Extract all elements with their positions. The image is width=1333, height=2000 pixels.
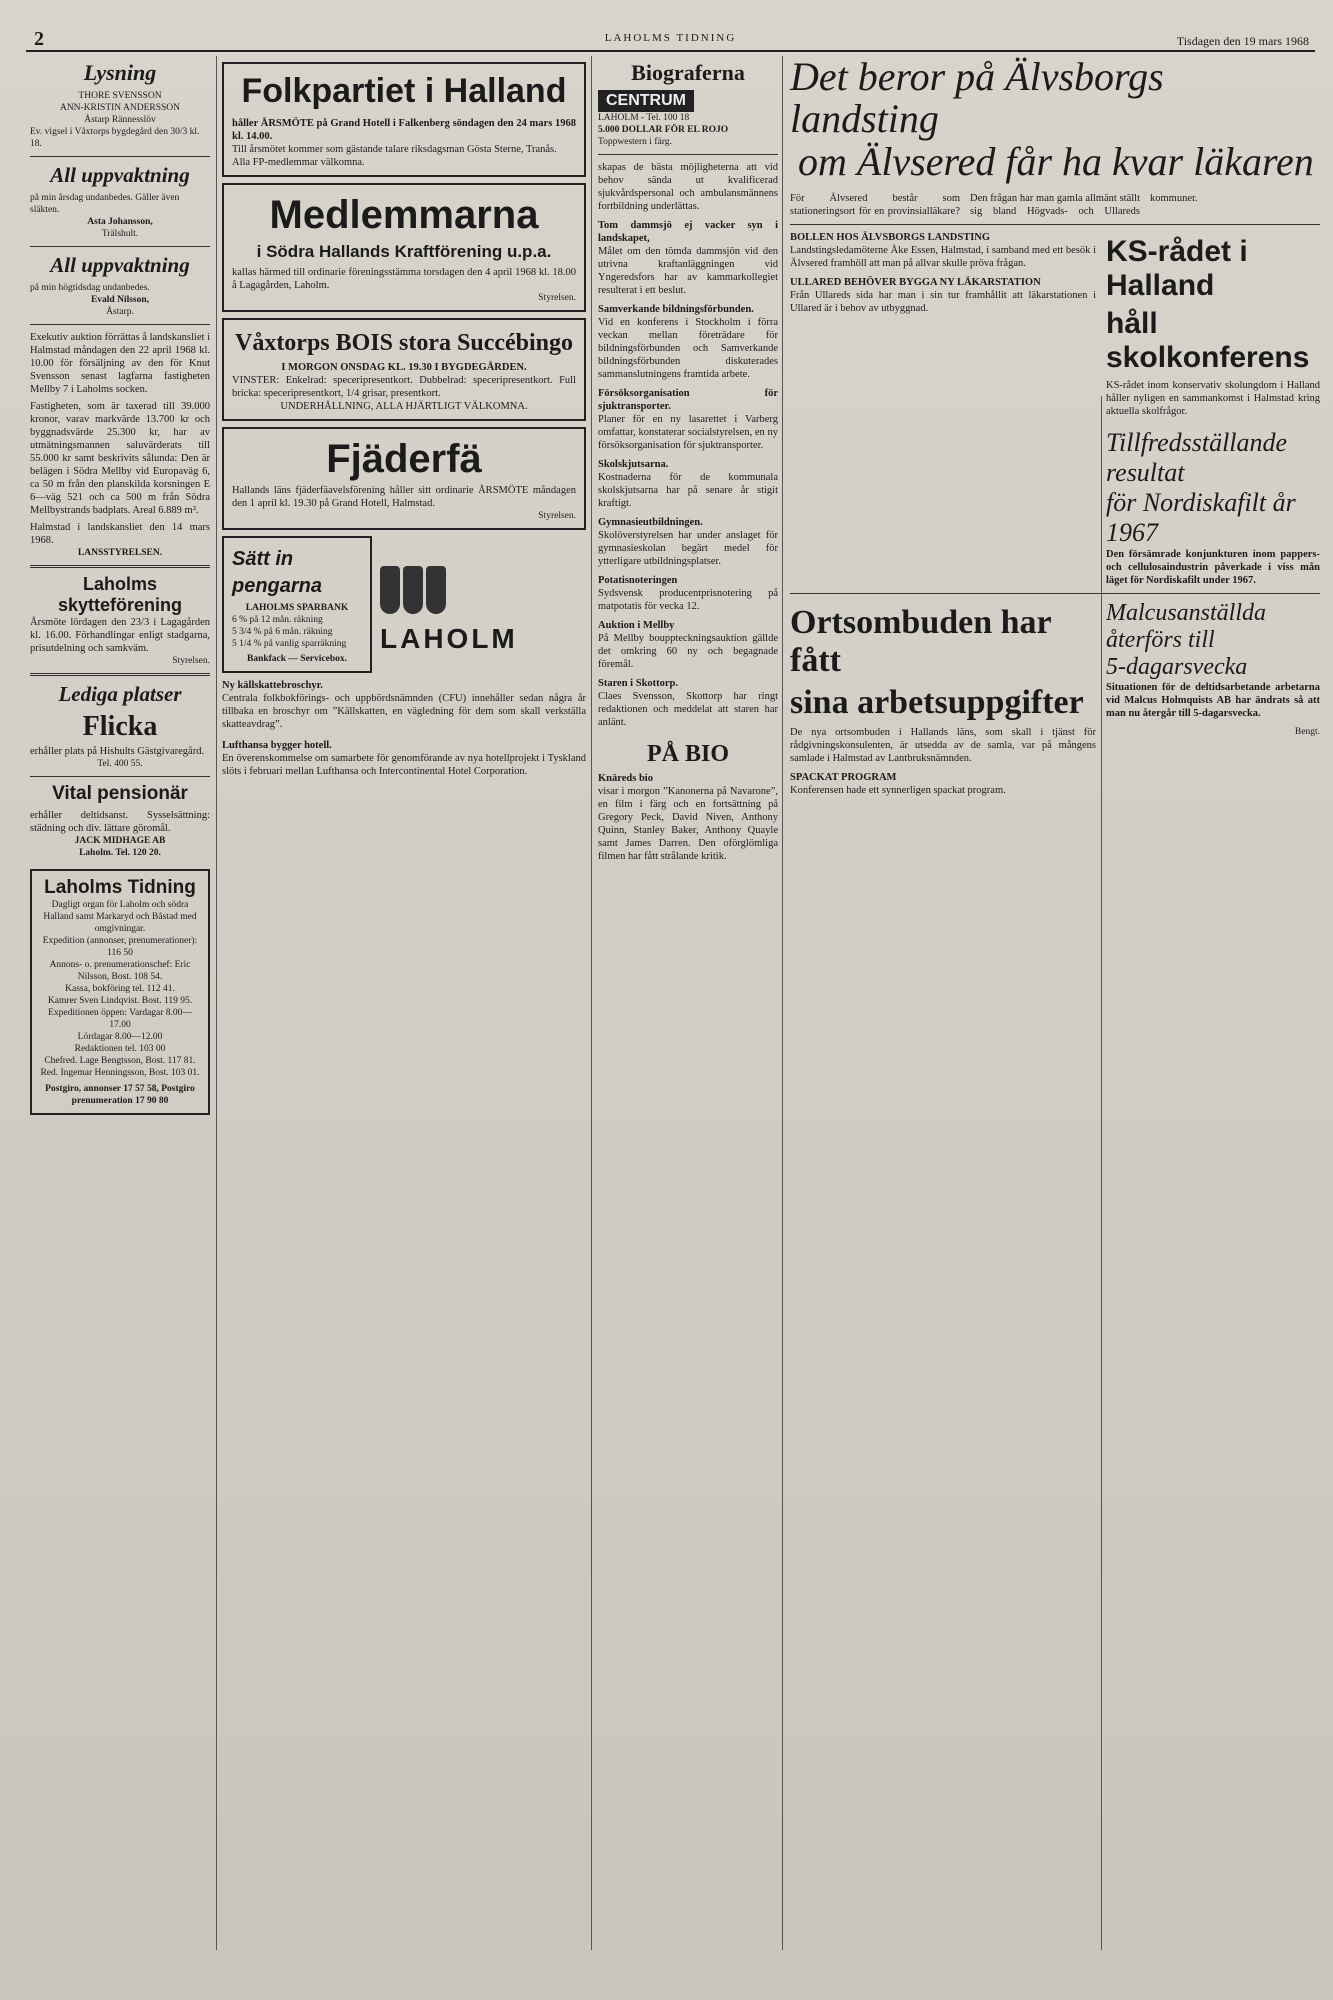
uppvaktning-text: på min högtidsdag undanbedes. (30, 283, 150, 293)
skytte-title: Laholms (82, 574, 157, 594)
med-sign: Styrelsen. (538, 293, 576, 303)
fp-line: håller ÅRSMÖTE på Grand Hotell i Falkenberg söndagen den 24 mars 1968 kl. 14.00. (232, 118, 576, 142)
pabio-sub: Knäreds bio (598, 773, 653, 784)
fp-line: Till årsmötet kommer som gästande talare riksdagsman Gösta Sterne, Tranås. (232, 144, 557, 155)
ks-title-2: håll skolkonferens (1106, 307, 1310, 374)
lt-line: Chefred. Lage Bengtsson, Bost. 117 81. (44, 1056, 196, 1066)
story-text: Konferensen hade ett synnerligen spackat program. (790, 785, 1006, 796)
story-head: Lufthansa bygger hotell. (222, 740, 332, 751)
lysning-name: ANN-KRISTIN ANDERSSON (59, 103, 181, 113)
story-head: Auktion i Mellby (598, 620, 675, 631)
vital-title: Vital pensionär (52, 783, 188, 804)
ombud-left (790, 600, 1096, 797)
uppvaktning-text: på min årsdag undanbedes. Gäller även släkten. (30, 193, 180, 215)
story-text: Planer för en ny lasarettet i Varberg omfattar, konstaterar socialstyrelsen, en ny försöksorganisation för sjuktransporter. (598, 414, 778, 451)
story-text: Vid en konferens i Stockholm i förra veckan mellan företrädare för bildningsförbunden och Samverkande bildningsförbunden diskuterades sammanslutningens framtida arbete. (598, 317, 778, 380)
uppvaktning-place: Åstarp. (106, 307, 134, 317)
pabio-title: PÅ BIO (646, 741, 729, 767)
auktion-sign: Halmstad i landskansliet den 14 mars 1968. (30, 522, 210, 546)
uppvaktning-name: Asta Johansson, (87, 217, 153, 227)
lower-section (790, 231, 1320, 587)
lt-line: Annons- o. prenumerationschef: Eric Nilsson, Bost. 108 54. (49, 960, 191, 982)
story-text: Målet om den tömda dammsjön vid den utrivna kraftanläggningen vid Yngeredsfors har av kammarkollegiet resulterat i ett beslut. (598, 246, 778, 296)
alvs-title-2: om Älvsered får ha kvar läkaren (798, 139, 1314, 184)
ks-title: KS-rådet i Halland (1106, 235, 1248, 302)
ombud-section (790, 600, 1320, 797)
flicka-text: erhåller plats på Hishults Gästgivaregård. (30, 746, 205, 757)
skytte-sign: Styrelsen. (172, 656, 210, 666)
ks-text: KS-rådet inom konservativ skolungdom i Halland håller nyligen en sammankomst i Halmstad kring aktuella skolfrågor. (1106, 380, 1320, 417)
bio-title: Biograferna (631, 60, 745, 85)
page-number: 2 (34, 28, 44, 50)
spar-ad (222, 536, 372, 673)
nk-title: Tillfredsställande resultat (1106, 428, 1288, 487)
bois-music: UNDERHÅLLNING, ALLA HJÄRTLIGT VÄLKOMNA. (280, 401, 528, 412)
story-text: Claes Svensson, Skottorp har ringt redaktionen och meddelat att staren har anlänt. (598, 691, 778, 728)
lt-infobox (30, 869, 210, 1115)
fp-line: Alla FP-medlemmar välkomna. (232, 157, 365, 168)
column-2 (222, 56, 586, 778)
uppvaktning-title: All uppvaktning (50, 253, 190, 277)
story-text: Centrala folkbokförings- och uppbördsnämnden (CFU) innehåller sedan några år tillbaka en broschyr om ”Källskatten, en vägledning för dem som skall verkställa skatteavdrag”. (222, 693, 586, 730)
story-text: Kostnaderna för de kommunala skolskjutsarna har på senare år stigit kraftigt. (598, 472, 778, 509)
uppvaktning-name: Evald Nilsson, (90, 295, 150, 305)
lysning-name: THORE SVENSSON (78, 91, 162, 101)
bois-title: Våxtorps BOIS stora Succébingo (234, 330, 574, 356)
lt-line: Red. Ingemar Henningsson, Bost. 103 01. (40, 1068, 200, 1078)
signature: Bengt. (1294, 727, 1320, 737)
flicka-tel: Tel. 400 55. (97, 759, 143, 769)
ombud-title: Ortsombuden har fått (790, 604, 1052, 679)
malcus-title-3: 5-dagarsvecka (1106, 654, 1248, 680)
fjader-title: Fjäderfä (326, 437, 482, 481)
spar-line: 5 1/4 % på vanlig sparräkning (232, 639, 347, 649)
malcus-title: Malcusanställda (1106, 600, 1266, 626)
column-4 (790, 56, 1320, 797)
spar-bank: LAHOLMS SPARBANK (245, 603, 349, 613)
fjader-sign: Styrelsen. (538, 511, 576, 521)
story-text: Sydsvensk producentprisnotering på matpotatis för vecka 12. (598, 588, 778, 612)
bois-ad (222, 318, 586, 421)
issue-date: Tisdagen den 19 mars 1968 (1176, 34, 1309, 48)
bois-when: I MORGON ONSDAG KL. 19.30 I BYGDEGÅRDEN. (281, 362, 527, 373)
ombud-text: De nya ortsombuden i Hallands läns, som skall i tjänst för rådgivningskonsulenten, är utsedda av de samla, var på mångens samlade i Halmstad av Lantbruksnämnden. (790, 727, 1096, 764)
column-divider (216, 56, 217, 1950)
fjader-ad (222, 427, 586, 530)
spar-title-2: pengarna (232, 575, 323, 597)
lt-line: Lördagar 8.00—12.00 (77, 1032, 163, 1042)
med-text: kallas härmed till ordinarie föreningsstämma torsdagen den 4 april 1968 kl. 18.00 å Lagagården, Laholm. (232, 267, 576, 291)
masthead (26, 28, 1315, 52)
fjader-text: Hallands läns fjäderfäavelsförening håller sitt ordinarie ÅRSMÖTE måndagen den 1 april kl. 19.30 på Grand Hotell, Halmstad. (232, 485, 576, 509)
lt-postgiro: Postgiro, annonser 17 57 58, Postgiro prenumeration 17 90 80 (45, 1084, 195, 1106)
story-head: Tom dammsjö ej vacker syn i landskapet, (598, 220, 778, 244)
story-head: SPACKAT PROGRAM (790, 772, 897, 783)
story-head: BOLLEN HOS ÄLVSBORGS LANDSTING (790, 232, 991, 243)
column-divider (591, 56, 592, 1950)
story-head: Ny källskattebroschyr. (222, 680, 323, 691)
spar-title: Sätt in (232, 548, 294, 570)
lysning-title: Lysning (83, 60, 157, 85)
bois-text: VINSTER: Enkelrad: speceripresentkort. Dubbelrad: speceripresentkort. Full bricka: speceripresentkort, 1/4 grisar, presentkort. (232, 375, 576, 399)
story-text: På Mellby bouppteckningsauktion gällde det omkring 60 ny och begagnade föremål. (598, 633, 778, 670)
spar-row (222, 536, 586, 673)
lysning-places: Åstarp Rännesslöv (84, 115, 156, 125)
fp-ad (222, 62, 586, 177)
story-head: Samverkande bildningsförbunden. (598, 304, 754, 315)
malcus-title-2: återförs till (1106, 627, 1215, 653)
column-3 (598, 56, 778, 863)
nk-text: Den försämrade konjunkturen inom pappers- och cellulosaindustrin påverkade i viss mån läget för Nordiskafilt under 1967. (1106, 549, 1320, 586)
fish-icon (426, 566, 446, 614)
med-subtitle: i Södra Hallands Kraftförening u.p.a. (256, 242, 552, 261)
bio-line: LAHOLM - Tel. 100 18 (598, 113, 690, 123)
spar-line: 5 3/4 % på 6 mån. räkning (232, 627, 333, 637)
story-head: ULLARED BEHÖVER BYGGA NY LÄKARSTATION (790, 277, 1041, 288)
alvs-text: För Älvsered består som stationeringsort för en provinsialläkare? Den frågan har man gamla allmänt ställt sig bland Högvads- och Ullareds kommuner. (790, 193, 1198, 217)
lt-line: Kamrer Sven Lindqvist. Bost. 119 95. (47, 996, 193, 1006)
story-head: Skolskjutsarna. (598, 459, 669, 470)
nk-title-2: för Nordiskafilt år 1967 (1106, 488, 1296, 547)
skytte-text: Årsmöte lördagen den 23/3 i Lagagården kl. 16.00. Förhandlingar enligt stadgarna, prisutdelning och samkväm. (30, 617, 210, 654)
auktion-text: Exekutiv auktion förrättas å landskansliet i Halmstad måndagen den 22 april 1968 kl. 10.00 för försäljning av den för Knut Svensson senast lagfarna fastigheten Mellby 7 i Laholms socken. (30, 332, 210, 395)
malcus-text: Situationen för de deltidsarbetande arbetarna vid Malcus Holmquists AB har ändrats så att man nu återgår till 5-dagarsvecka. (1106, 682, 1320, 719)
story-text: En överenskommelse om samarbete för genomförande av nya hotellprojekt i Tyskland slöts i februari mellan Lufthansa och Intercontinental Hotel Corporation. (222, 753, 586, 777)
vital-text: erhåller deltidsanst. Sysselsättning: städning och div. lättare göromål. (30, 810, 210, 834)
laholm-logo-text: LAHOLM (380, 623, 518, 654)
story-head: Försöksorganisation för sjuktransporter. (598, 388, 778, 412)
story-head: Gymnasieutbildningen. (598, 517, 703, 528)
story-head: Potatisnoteringen (598, 575, 678, 586)
bio-line: Toppwestern i färg. (598, 137, 672, 147)
laholm-logo (380, 536, 586, 673)
bio-line: 5.000 DOLLAR FÖR EL ROJO (598, 125, 729, 135)
story-text: Skolöverstyrelsen har under anslaget för gymnasieskolan begärt medel för ytterligare utbildningsplatser. (598, 530, 778, 567)
malcus (1106, 600, 1320, 797)
column-divider (782, 56, 783, 1950)
alvs-title: Det beror på Älvsborgs landsting (790, 54, 1164, 141)
story-text: Landstingsledamöterne Åke Essen, Halmstad, i samband med ett besök i Älvsered framhöll att man på allvar skulle pröva frågan. (790, 245, 1096, 269)
lt-line: Expedition (annonser, prenumerationer): 116 50 (42, 936, 198, 958)
story-text: Från Ullareds sida har man i sin tur framhållit att läkarstationen i Ullared är i behov av utbyggnad. (790, 290, 1096, 314)
ombud-title-2: sina arbetsuppgifter (790, 684, 1084, 721)
lt-line: Redaktionen tel. 103 00 (74, 1044, 166, 1054)
lt-line: Kassa, bokföring tel. 112 41. (65, 984, 175, 994)
uppvaktning-title: All uppvaktning (50, 163, 190, 187)
vital-sign: JACK MIDHAGE AB (74, 836, 166, 846)
med-title: Medlemmarna (269, 193, 539, 237)
lower-right (1106, 231, 1320, 587)
auktion-text-2: Fastigheten, som är taxerad till 39.000 kronor, varav markvärde 13.700 kr och byggnadsvärde 25.300 kr, har av utmätningsmannen saluvärderats till 55.000 kr samt beskrivits sålunda: Den är belägen i Södra Mellby vid Europaväg 6, ca 50 m från den planskilda korsningen E 6—väg 521 och ca 500 m från Södra Mellbystrands badplats. Areal 6.889 m². (30, 401, 210, 516)
fish-icon (403, 566, 423, 614)
lediga-title: Lediga platser (58, 682, 182, 706)
column-1 (30, 56, 210, 1121)
lt-title: Laholms Tidning (44, 877, 196, 898)
lt-line: Expeditionen öppen: Vardagar 8.00—17.00 (48, 1008, 192, 1030)
lower-left (790, 231, 1096, 587)
flicka-title: Flicka (82, 711, 158, 742)
med-ad (222, 183, 586, 312)
spar-line: 6 % på 12 mån. räkning (232, 615, 323, 625)
auktion-signer: LANSSTYRELSEN. (77, 548, 163, 558)
lysning-text: Ev. vigsel i Våxtorps bygdegård den 30/3 kl. 18. (30, 127, 200, 149)
pabio-text: visar i morgon ”Kanonerna på Navarone”, en film i färg och en fortsättning på Gregory Peck, David Niven, Anthony Quinn, Stanley Baker, Anthony Quayle samt James Darren. Den oförglömliga filmen har fått strålande kritik. (598, 786, 778, 862)
uppvaktning-place: Trälshult. (101, 229, 139, 239)
bio-centrum: CENTRUM (598, 90, 694, 112)
skytte-title-2: skytteförening (57, 595, 183, 615)
fp-title: Folkpartiet i Halland (241, 72, 567, 110)
fish-icon (380, 566, 400, 614)
lt-text: Dagligt organ för Laholm och södra Halland samt Markaryd och Båstad med omgivningar. (43, 900, 197, 934)
spar-foot: Bankfack — Servicebox. (246, 654, 347, 664)
story-head: Staren i Skottorp. (598, 678, 679, 689)
vital-sign-2: Laholm. Tel. 120 20. (79, 848, 161, 858)
paper-name: LAHOLMS TIDNING (604, 32, 737, 44)
body-text: skapas de bästa möjligheterna att vid behov sända ut kvalificerad sjukvårdspersonal och ambulansmännens fortbildning underlättas. (598, 162, 778, 212)
